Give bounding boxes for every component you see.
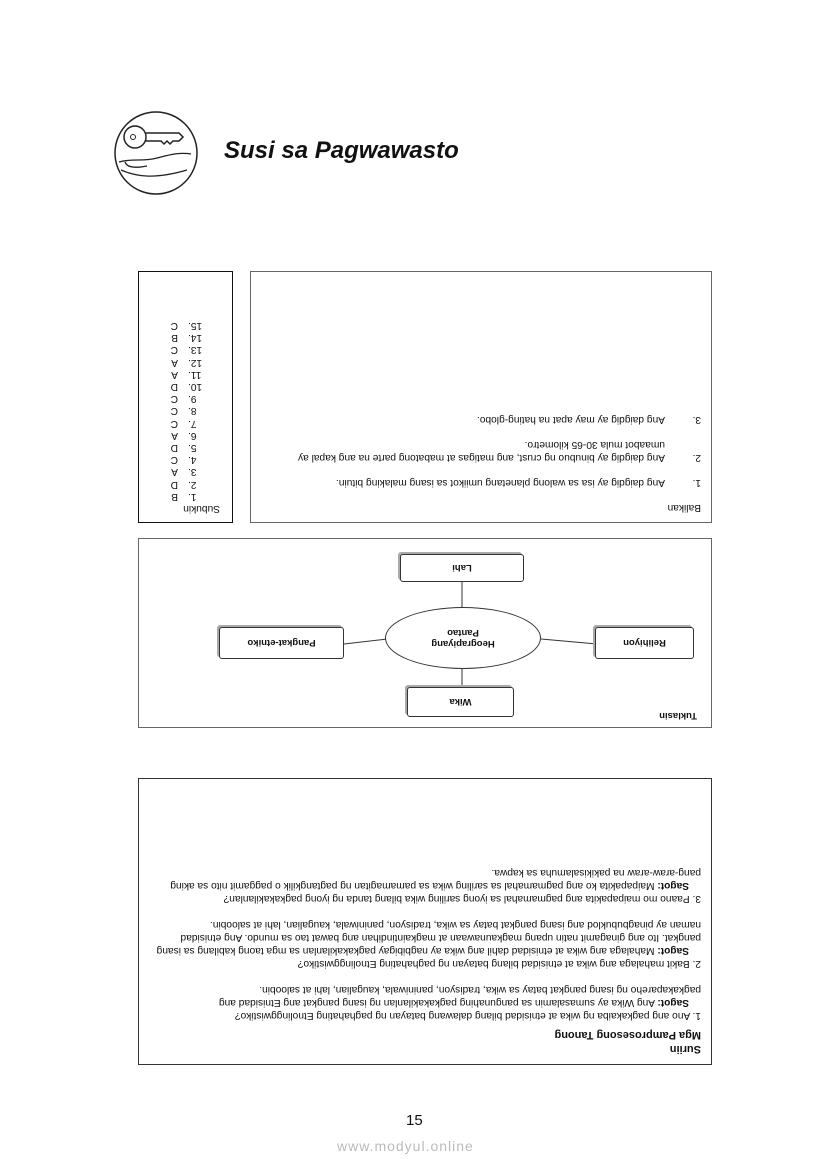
answer-number: 12. bbox=[188, 356, 203, 368]
answer-letter: D bbox=[170, 478, 178, 490]
answer-row bbox=[149, 416, 220, 428]
answer-number: 1. bbox=[188, 490, 197, 502]
answer-letter: A bbox=[171, 429, 178, 441]
answer-number: 3. bbox=[188, 466, 197, 478]
answer-row bbox=[149, 355, 220, 367]
node-wika: Wika bbox=[407, 687, 514, 717]
question-1 bbox=[149, 983, 701, 1022]
answer-row bbox=[149, 319, 220, 331]
balikan-box bbox=[250, 271, 712, 523]
suriin-heading: Suriin bbox=[669, 1043, 701, 1055]
answer-text: Maipapakita ko ang pagmamahal sa sariling wika sa pamamagitan ng pagtangkilik o paggamit nito sa aking pang-araw-araw na pakikisalamuha sa kapwa. bbox=[170, 867, 701, 891]
answer-row bbox=[149, 380, 220, 392]
page-number: 15 bbox=[406, 1112, 423, 1129]
answer-letter: C bbox=[170, 405, 178, 417]
balikan-heading: Balikan bbox=[667, 502, 701, 513]
answer-number: 5. bbox=[188, 441, 197, 453]
question-3 bbox=[149, 866, 701, 905]
item-text: Ang daigdig ay isa sa walong planetang umiikot sa isang malaking bituin. bbox=[335, 477, 665, 488]
item-text: Ang daigdig ay binubuo ng crust, ang matigas at mabatong parte na ang kapal ay umaabot mula 30-65 kilometro. bbox=[297, 439, 665, 463]
answer-label: Sagot: bbox=[657, 997, 689, 1008]
answer-text: Ang Wika ay sumasalamin sa pangunahing pagkakakilanlan ng isang pangkat ang Etnisidad ang pagkakapareho ng isang pangkat batay sa wika, tradisyon, paniniwala, kaugalian, lahi at saloobin. bbox=[218, 984, 701, 1008]
answer-label: Sagot: bbox=[657, 945, 689, 956]
answer-number: 6. bbox=[188, 429, 197, 441]
suriin-subheading: Mga Pamprosesong Tanong bbox=[554, 1029, 701, 1041]
answer-letter: C bbox=[170, 344, 178, 356]
answer-row bbox=[149, 465, 220, 477]
tuklasin-heading: Tuklasin bbox=[659, 710, 697, 721]
answer-letter: B bbox=[171, 332, 178, 344]
page-title: Susi sa Pagwawasto bbox=[224, 137, 459, 164]
answer-letter: A bbox=[171, 466, 178, 478]
item-number: 1. bbox=[692, 477, 701, 488]
item-number: 2. bbox=[692, 452, 701, 463]
key-in-hand-icon bbox=[113, 110, 199, 196]
answer-row bbox=[149, 331, 220, 343]
list-item bbox=[261, 413, 701, 426]
answer-number: 14. bbox=[188, 332, 203, 344]
suriin-box bbox=[138, 778, 712, 1065]
node-lahi: Lahi bbox=[400, 554, 524, 582]
answer-row bbox=[149, 368, 220, 380]
item-number: 3. bbox=[692, 414, 701, 425]
answer-row bbox=[149, 477, 220, 489]
answer-label: Sagot: bbox=[657, 880, 689, 891]
question-2 bbox=[149, 918, 701, 970]
tuklasin-diagram bbox=[138, 538, 712, 728]
answer-letter: B bbox=[171, 490, 178, 502]
answer-text: Mahalaga ang wika at etnisidad dahil ang wika ay nagbibigay pagkakakilanlan sa mga taong kabilang sa isang pangkat. Ito ang ginagamit natin upang magkaunawaan at magkaintindihan ang bawat tao sa mundo. Ang etnisidad naman ay pinagbubuklod ang isang pangkat batay sa wika, tradisyon, paniniwala, kaugalian, lahi at saloobin. bbox=[156, 919, 701, 956]
watermark: www.modyul.online bbox=[337, 1138, 474, 1154]
answer-row bbox=[149, 429, 220, 441]
answer-row bbox=[149, 404, 220, 416]
node-pangkat-etniko: Pangkat-etniko bbox=[219, 627, 344, 659]
answer-number: 2. bbox=[188, 478, 197, 490]
answer-row bbox=[149, 490, 220, 502]
answer-letter: C bbox=[170, 417, 178, 429]
question-text: 1. Ano ang pagkakaiba ng wika at etnisidad bilang dalawang batayan ng paghahating Etnolinggwistiko? bbox=[234, 1010, 701, 1021]
answer-row bbox=[149, 453, 220, 465]
answer-row bbox=[149, 343, 220, 355]
center-label: Heograpiyang Pantao bbox=[431, 627, 495, 649]
answer-number: 11. bbox=[188, 368, 202, 380]
answer-number: 8. bbox=[188, 405, 197, 417]
subukin-answer-list bbox=[149, 319, 220, 502]
list-item bbox=[261, 438, 701, 464]
answer-letter: A bbox=[171, 356, 178, 368]
answer-letter: C bbox=[170, 393, 178, 405]
answer-number: 15. bbox=[188, 319, 203, 331]
answer-letter: C bbox=[170, 319, 178, 331]
subukin-box bbox=[138, 271, 233, 523]
answer-row bbox=[149, 441, 220, 453]
answer-letter: D bbox=[170, 441, 178, 453]
center-node bbox=[385, 607, 541, 669]
node-relihiyon: Relihiyon bbox=[595, 627, 694, 659]
answer-letter: D bbox=[170, 380, 178, 392]
answer-number: 13. bbox=[188, 344, 203, 356]
question-text: 2. Bakit mahalaga ang wika at etnisidad bilang batayan ng paghahating Etnolinggwistiko? bbox=[297, 958, 701, 969]
answer-letter: C bbox=[170, 454, 178, 466]
answer-letter: A bbox=[171, 368, 178, 380]
answer-number: 10. bbox=[188, 380, 203, 392]
answer-number: 7. bbox=[188, 417, 197, 429]
list-item bbox=[261, 476, 701, 489]
answer-row bbox=[149, 392, 220, 404]
question-text: 3. Paano mo maipapakita ang pagmamahal sa iyong sariling wika bilang tanda ng iyong pagkakakilanlan? bbox=[223, 893, 701, 904]
answer-number: 9. bbox=[188, 393, 197, 405]
answer-number: 4. bbox=[188, 454, 197, 466]
item-text: Ang daigdig ay may apat na hating-globo. bbox=[476, 414, 665, 425]
subukin-heading: Subukin bbox=[183, 503, 220, 514]
